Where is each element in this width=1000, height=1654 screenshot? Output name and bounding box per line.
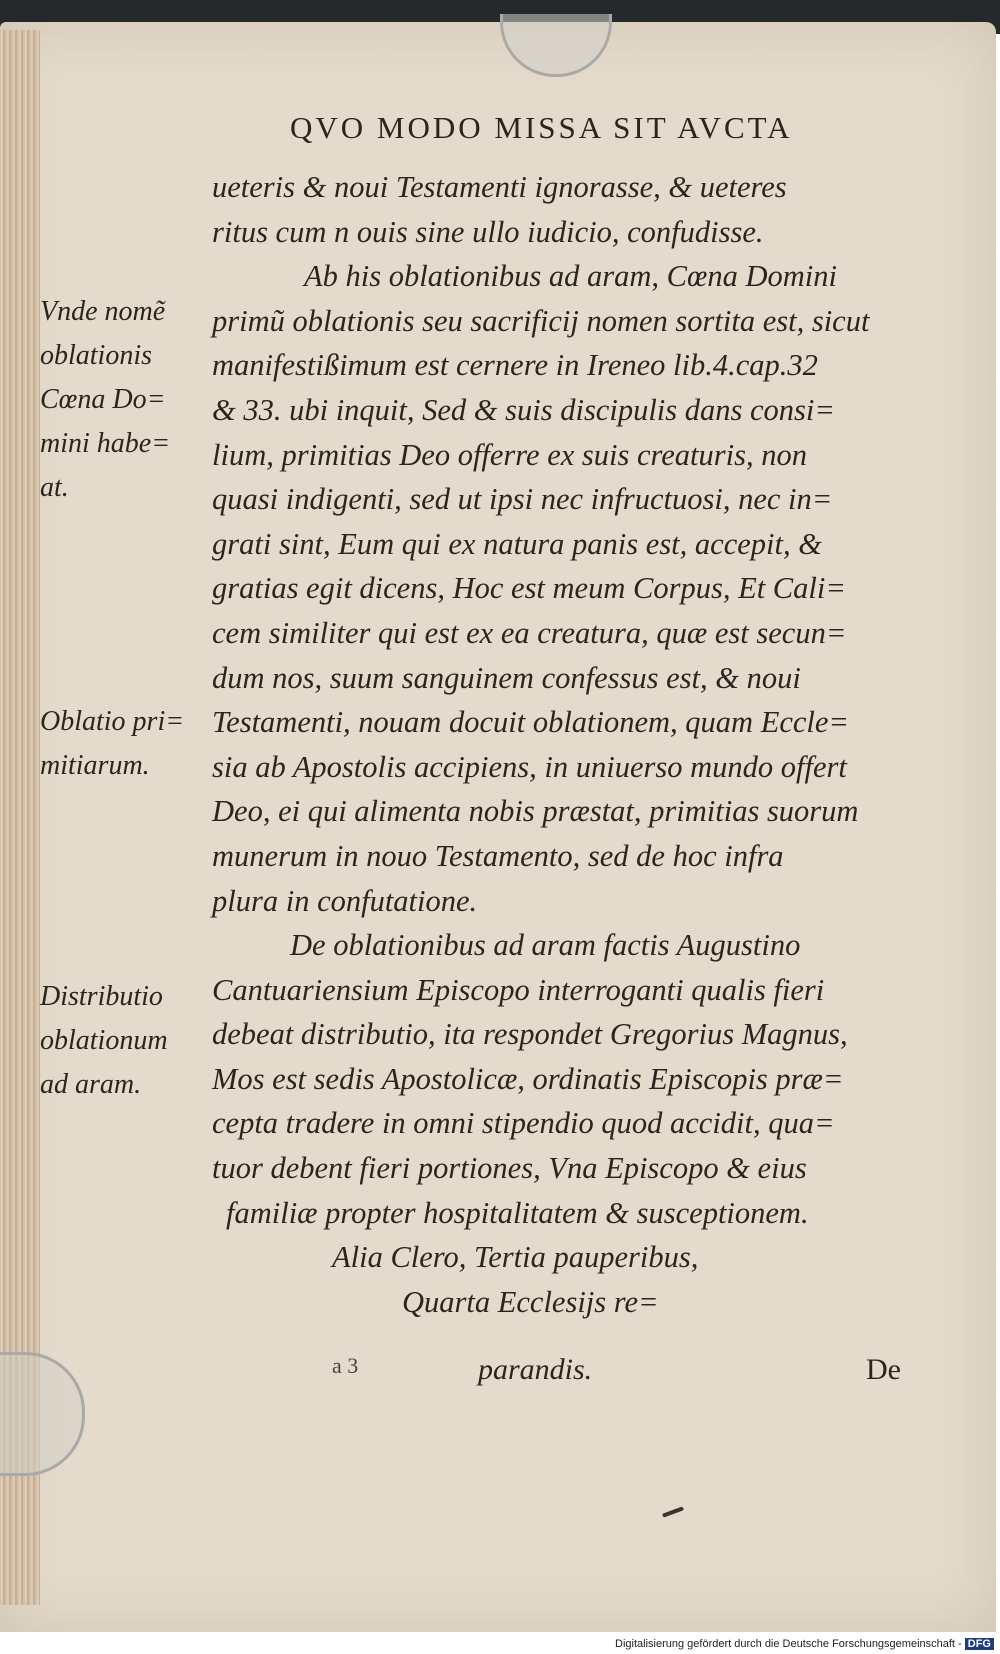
body-line: ueteris & noui Testamenti ignorasse, & ueteres — [212, 170, 787, 204]
body-line: De oblationibus ad aram factis Augustino — [290, 928, 801, 963]
body-line: plura in confutatione. — [212, 883, 478, 918]
last-body-line: parandis. — [478, 1353, 593, 1386]
body-line: cepta tradere in omni stipendio quod accidit, qua= — [212, 1106, 835, 1141]
body-line: familiæ propter hospitalitatem & susceptionem. — [226, 1195, 809, 1230]
body-line: Mos est sedis Apostolicæ, ordinatis Episcopis præ= — [212, 1061, 844, 1096]
body-line: grati sint, Eum qui ex natura panis est, accepit, & — [212, 526, 822, 561]
marginal-note-1 — [40, 290, 215, 510]
body-line: quasi indigenti, sed ut ipsi nec infructuosi, nec in= — [212, 482, 833, 517]
marginal-note-line: at. — [40, 472, 69, 503]
marginal-note-3 — [40, 975, 215, 1107]
body-line: cem similiter qui est ex ea creatura, quæ est secun= — [212, 615, 847, 650]
body-line: debeat distributio, ita respondet Gregorius Magnus, — [212, 1017, 848, 1052]
body-line: ritus cum n ouis sine ullo iudicio, confudisse. — [212, 214, 764, 249]
body-text — [212, 165, 932, 1324]
body-line: lium, primitias Deo offerre ex suis creaturis, non — [212, 437, 807, 472]
marginal-note-line: Oblatio pri= — [40, 706, 185, 737]
marginal-note-line: mini habe= — [40, 428, 171, 459]
digitization-footer — [615, 1638, 994, 1650]
body-line: gratias egit dicens, Hoc est meum Corpus, Et Cali= — [212, 571, 846, 606]
body-line: Quarta Ecclesijs re= — [402, 1284, 659, 1319]
body-line: Alia Clero, Tertia pauperibus, — [332, 1240, 699, 1275]
marginal-note-line: Vnde nomẽ — [40, 296, 166, 327]
body-line: munerum in nouo Testamento, sed de hoc infra — [212, 838, 784, 873]
body-line: dum nos, suum sanguinem confessus est, & noui — [212, 660, 801, 695]
marginal-note-line: oblationis — [40, 340, 153, 371]
marginal-note-line: mitiarum. — [40, 750, 150, 781]
body-line: Testamenti, nouam docuit oblationem, quam Eccle= — [212, 705, 850, 740]
body-line: primũ oblationis seu sacrificij nomen sortita est, sicut — [212, 303, 870, 338]
body-line: Deo, ei qui alimenta nobis præstat, primitias suorum — [212, 794, 859, 829]
body-line: Ab his oblationibus ad aram, Cœna Domini — [304, 259, 837, 294]
body-line: manifestißimum est cernere in Ireneo lib.4.cap.32 — [212, 348, 818, 383]
marginal-note-line: Cœna Do= — [40, 384, 166, 415]
footer-text: Digitalisierung gefördert durch die Deutsche Forschungsgemeinschaft - — [615, 1638, 962, 1650]
body-line: & 33. ubi inquit, Sed & suis discipulis dans consi= — [212, 392, 835, 427]
marginal-note-line: oblationum — [40, 1025, 168, 1056]
running-header: QVO MODO MISSA SIT AVCTA — [290, 110, 793, 145]
signature-mark: a 3 — [332, 1353, 359, 1378]
body-line: sia ab Apostolis accipiens, in uniuerso mundo offert — [212, 749, 847, 784]
marginal-note-line: Distributio — [40, 981, 163, 1012]
body-line: Cantuariensium Episcopo interroganti qualis fieri — [212, 972, 825, 1007]
catchword: De — [866, 1353, 901, 1386]
marginal-note-line: ad aram. — [40, 1069, 142, 1100]
marginal-note-2 — [40, 700, 215, 788]
dfg-logo: DFG — [965, 1638, 994, 1650]
body-line: tuor debent fieri portiones, Vna Episcopo & eius — [212, 1151, 807, 1186]
